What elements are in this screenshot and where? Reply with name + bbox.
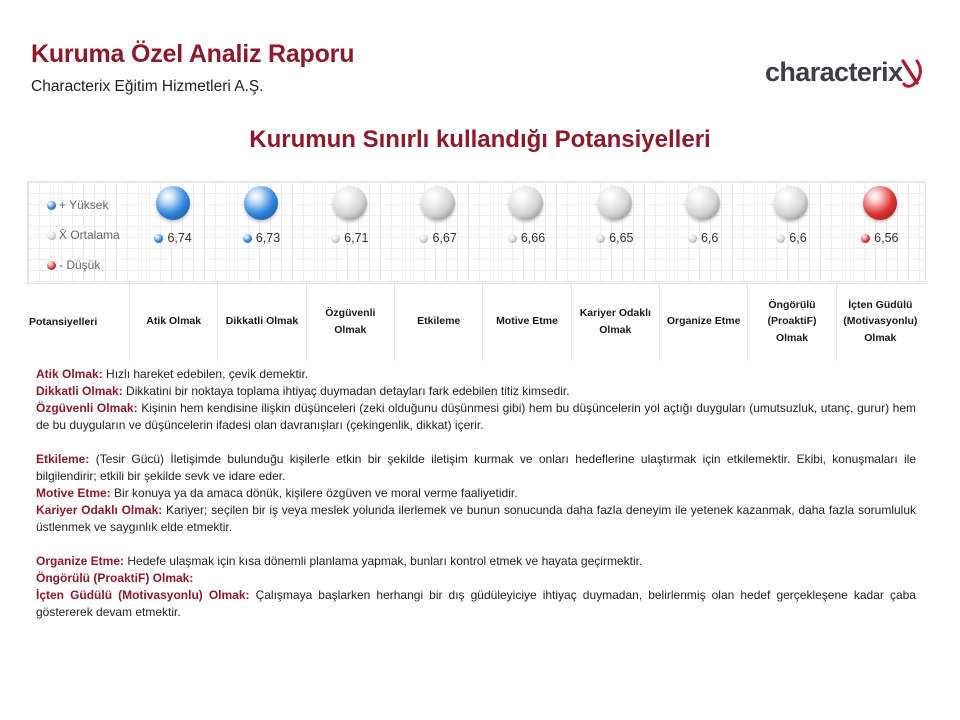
potential-name: Motive Etme (482, 282, 570, 361)
potential-score: 6,56 (874, 231, 899, 245)
sphere-icon (686, 186, 720, 220)
description-item (36, 570, 916, 587)
description-item (36, 502, 916, 536)
level-dot-icon (331, 234, 340, 243)
potential-score: 6,67 (432, 231, 457, 245)
description-term: Etkileme: (36, 452, 90, 466)
paragraph-gap (36, 536, 916, 553)
section-title: Kurumun Sınırlı kullandığı Potansiyelleri (249, 126, 711, 153)
description-item (36, 366, 916, 383)
paragraph-gap (36, 434, 916, 451)
potential-name: Etkileme (394, 282, 482, 361)
description-text: Hızlı hareket edebilen, çevik demektir. (102, 367, 309, 381)
potential-score: 6,74 (167, 231, 192, 245)
potential-column (129, 181, 217, 361)
description-text: Dikkatini bir noktaya toplama ihtiyaç duymadan detayları fark edebilen titiz kimsedir. (122, 384, 570, 398)
descriptions (36, 366, 916, 621)
description-text: Bir konuya ya da amaca dönük, kişilere özgüven ve moral verme faaliyetidir. (110, 486, 518, 500)
sphere-icon (244, 186, 278, 220)
level-dot-icon (419, 234, 428, 243)
sphere-icon (863, 186, 897, 220)
row-label: Potansiyelleri (29, 315, 98, 328)
sphere-icon (333, 186, 367, 220)
description-text: Hedefe ulaşmak için kısa dönemli planlama yapmak, bunları kontrol etmek ve hayata geçirmektir. (124, 554, 643, 568)
potential-name: Öngörülü (ProaktiF) Olmak (747, 282, 835, 361)
sphere-icon (156, 186, 190, 220)
description-term: Organize Etme: (36, 554, 125, 568)
description-term: Kariyer Odaklı Olmak: (36, 503, 163, 517)
sphere-icon (774, 186, 808, 220)
level-dot-icon (508, 234, 517, 243)
description-term: İçten Güdülü (Motivasyonlu) Olmak: (36, 588, 250, 602)
description-text: Kariyer; seçilen bir iş veya meslek yolunda ilerlemek ve bunun sonucunda daha fazla deneyim ile yetenek kazanmak, daha fazla sorumluluk üstlenmek ve saygınlık elde etmektir. (36, 503, 916, 534)
potential-column (747, 181, 835, 361)
sphere-icon (421, 186, 455, 220)
company-name: Characterix Eğitim Hizmetleri A.Ş. (31, 78, 264, 95)
description-term: Atik Olmak: (36, 367, 103, 381)
legend-label: - Düşük (59, 258, 101, 272)
potential-score: 6,66 (520, 231, 546, 245)
description-item (36, 485, 916, 502)
svg-text:characterix: characterix (765, 57, 903, 87)
potential-column (482, 181, 570, 361)
description-text: Kişinin hem kendisine ilişkin düşünceleri (zeki olduğunu düşünmesi gibi) hem bu düşüncelerin yol açtığı duyguları (umutsuzluk, utanç, gurur) hem de bu duyguların ve düşüncelerin ifadesi olan davranışları (çekingenlik, dikkat) içerir. (36, 401, 917, 432)
potential-column (836, 181, 924, 361)
characterix-logo (765, 52, 925, 92)
potential-score: 6,71 (344, 231, 369, 245)
description-term: Dikkatli Olmak: (36, 384, 123, 398)
sphere-icon (509, 186, 543, 220)
description-term: Öngörülü (ProaktiF) Olmak: (36, 571, 194, 585)
potential-score: 6,6 (789, 231, 807, 245)
level-dot-icon (154, 234, 163, 243)
description-item (36, 553, 916, 570)
description-term: Motive Etme: (36, 486, 111, 500)
potential-column (306, 181, 394, 361)
description-text: Çalışmaya başlarken herhangi bir dış güdüleyiciye ihtiyaç duymadan, belirlenmiş olan hedef gerçekleşene kadar çaba göstererek devam etmektir. (36, 588, 916, 619)
potential-columns (129, 181, 924, 361)
description-term: Özgüvenli Olmak: (36, 401, 138, 415)
potential-name: İçten Güdülü (Motivasyonlu) Olmak (836, 282, 924, 361)
legend-label: + Yüksek (59, 198, 109, 212)
potential-score: 6,65 (609, 231, 634, 245)
potential-score: 6,73 (255, 231, 281, 245)
level-dot-icon (776, 234, 785, 243)
potential-name: Kariyer Odaklı Olmak (571, 282, 659, 361)
potential-column (217, 181, 305, 361)
potential-name: Atik Olmak (129, 282, 217, 361)
description-item (36, 383, 916, 400)
potential-column (571, 181, 659, 361)
description-item (36, 451, 916, 485)
legend-label: X̄ Ortalama (59, 228, 120, 242)
level-dot-icon (243, 234, 252, 243)
potential-column (394, 181, 482, 361)
description-item (36, 400, 916, 434)
potential-name: Özgüvenli Olmak (306, 282, 394, 361)
blue-dot-icon (47, 201, 56, 210)
gray-dot-icon (47, 231, 56, 240)
level-dot-icon (861, 234, 870, 243)
red-dot-icon (47, 261, 56, 270)
report-title: Kuruma Özel Analiz Raporu (31, 40, 355, 68)
description-item (36, 587, 916, 621)
level-dot-icon (596, 234, 605, 243)
potential-column (659, 181, 747, 361)
level-dot-icon (688, 234, 697, 243)
potential-score: 6,6 (700, 231, 719, 245)
potential-name: Organize Etme (659, 282, 747, 361)
sphere-icon (598, 186, 632, 220)
potential-name: Dikkatli Olmak (217, 282, 305, 361)
description-text: (Tesir Gücü) İletişimde bulunduğu kişilerle etkin bir şekilde iletişim kurmak ve onları hedeflerine ulaştırmak için etkilemektir. Ekibi, konuşmaları ile bilgilendirir; etkili bir şekilde sevk ve idare eder. (36, 452, 916, 483)
